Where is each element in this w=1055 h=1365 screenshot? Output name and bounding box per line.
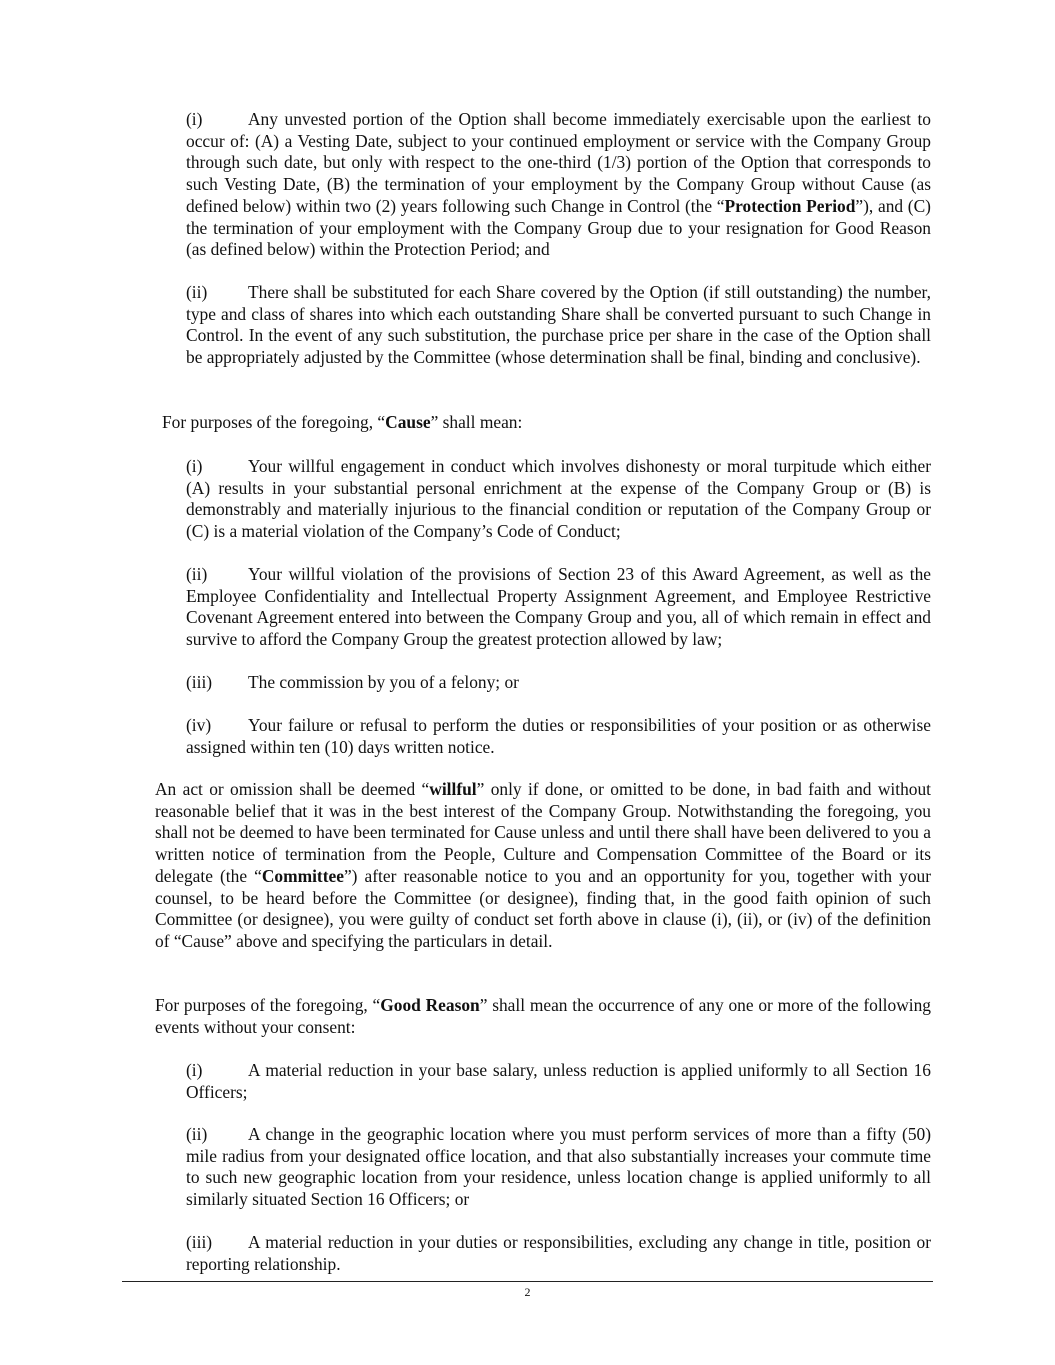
page-number: 2 — [524, 1285, 531, 1299]
share-substitution-paragraph — [186, 282, 931, 369]
good-reason-intro-paragraph — [155, 995, 931, 1038]
paragraph-text: Your willful violation of the provisions of Section 23 of this Award Agreement, as well as the Employee Confidentiality and Intellectual Property Assignment Agreement, and Employee Restrictive Covenant Agreement entered into between the Company Group and you, all of which remain in effect and survive to afford the Company Group the greatest protection allowed by law; — [186, 564, 931, 650]
item-number: (iii) — [186, 1232, 213, 1252]
paragraph-text: ”), and (C) the termination of your employment with the Company Group due to your resignation for Good Reason (as defined below) within the Protection Period; and — [186, 195, 931, 260]
good-reason-item — [186, 1124, 931, 1211]
cause-item — [186, 564, 931, 651]
defined-term-committee: Committee — [261, 865, 344, 886]
good-reason-item — [186, 1232, 931, 1275]
item-number: (iii) — [186, 672, 213, 692]
paragraph-text: Your willful engagement in conduct which involves dishonesty or moral turpitude which either (A) results in your substantial personal enrichment at the expense of the Company Group or (B) is demonstrably and materially injurious to the financial condition or reputation of the Company Group or (C) is a material violation of the Company’s Code of Conduct; — [186, 456, 931, 542]
item-number: (i) — [186, 109, 203, 129]
paragraph-text: A material reduction in your base salary, unless reduction is applied uniformly to all Section 16 Officers; — [186, 1060, 931, 1102]
paragraph-text: ”) after reasonable notice to you and an opportunity for you, together with your counsel, to be heard before the Committee (or designee), finding that, in the good faith opinion of such Committee (or designee), you were guilty of conduct set forth above in clause (i), (ii), or (iv) of the definition of “Cause” above and specifying the particulars in detail. — [155, 865, 931, 951]
paragraph-text: For purposes of the foregoing, “ — [162, 412, 386, 432]
paragraph-text: The commission by you of a felony; or — [248, 672, 519, 692]
cause-intro-paragraph — [162, 412, 932, 434]
item-number: (ii) — [186, 282, 208, 302]
item-number: (ii) — [186, 1124, 208, 1144]
paragraph-text: There shall be substituted for each Share covered by the Option (if still outstanding) the number, type and class of shares into which each outstanding Share shall be converted pursuant to such Change in Control. In the event of any such substitution, the purchase price per share in the case of the Option shall be appropriately adjusted by the Committee (whose determination shall be final, binding and conclusive). — [186, 282, 931, 368]
good-reason-item — [186, 1060, 931, 1103]
willful-definition-paragraph — [155, 779, 931, 953]
defined-term-cause: Cause — [385, 412, 431, 432]
defined-term-good-reason: Good Reason — [380, 995, 480, 1015]
item-number: (i) — [186, 456, 203, 476]
defined-term-willful: willful — [429, 779, 477, 799]
paragraph-text: An act or omission shall be deemed “ — [155, 779, 430, 799]
footer-divider — [122, 1281, 933, 1282]
paragraph-text: Your failure or refusal to perform the duties or responsibilities of your position or as otherwise assigned within ten (10) days written notice. — [186, 715, 931, 757]
paragraph-text: ” shall mean the occurrence of any one or more of the following events without your consent: — [155, 995, 931, 1037]
paragraph-text: ” shall mean: — [430, 412, 523, 432]
item-number: (ii) — [186, 564, 208, 584]
option-vesting-paragraph — [186, 109, 931, 261]
item-number: (iv) — [186, 715, 212, 735]
cause-item — [186, 672, 931, 694]
item-number: (i) — [186, 1060, 203, 1080]
paragraph-text: For purposes of the foregoing, “ — [155, 995, 381, 1015]
cause-item — [186, 456, 931, 543]
paragraph-text: A change in the geographic location where you must perform services of more than a fifty (50) mile radius from your designated office location, and that also substantially increases your commute time to such new geographic location from your residence, unless location change is applied uniformly to all similarly situated Section 16 Officers; or — [186, 1124, 931, 1210]
cause-item — [186, 715, 931, 758]
defined-term-protection-period: Protection Period — [724, 195, 856, 216]
paragraph-text: ” only if done, or omitted to be done, in bad faith and without reasonable belief that it was in the best interest of the Company Group. Notwithstanding the foregoing, you shall not be deemed to have been terminated for Cause unless and until there shall have been delivered to you a written notice of termination from the People, Culture and Compensation Committee of the Board or its delegate (the “ — [155, 779, 931, 886]
paragraph-text: Any unvested portion of the Option shall become immediately exercisable upon the earliest to occur of: (A) a Vesting Date, subject to your continued employment or service with the Company Group through such date, but only with respect to the one-third (1/3) portion of the Option that corresponds to such Vesting Date, (B) the termination of your employment by the Company Group without Cause (as defined below) within two (2) years following such Change in Control (the “ — [186, 109, 931, 216]
paragraph-text: A material reduction in your duties or responsibilities, excluding any change in title, position or reporting relationship. — [186, 1232, 931, 1274]
